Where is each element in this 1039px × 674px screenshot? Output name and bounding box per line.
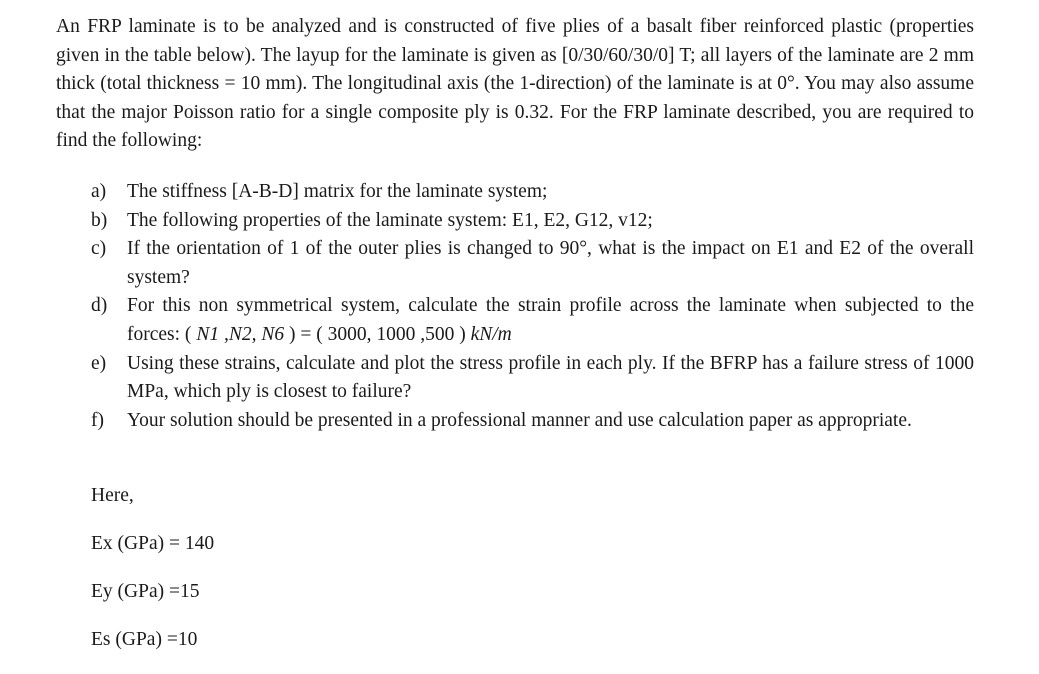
question-c <box>91 235 974 292</box>
question-a <box>91 178 974 207</box>
question-text-lead: For this non symmetrical system, calculate the strain profile across the laminate when subjected to the forces: ( <box>127 295 974 345</box>
question-marker: b) <box>91 209 108 231</box>
question-marker: e) <box>91 352 107 374</box>
question-text: Your solution should be presented in a professional manner and use calculation paper as appropriate. <box>127 409 912 431</box>
force-unit: kN/m <box>470 323 512 345</box>
ex-value: Ex (GPa) = 140 <box>91 533 215 554</box>
question-e <box>91 350 974 407</box>
question-marker: c) <box>91 238 107 260</box>
question-text: Using these strains, calculate and plot the stress profile in each ply. If the BFRP has a failure stress of 1000 MPa, which ply is closest to failure? <box>127 352 974 403</box>
question-b <box>91 207 974 236</box>
question-f <box>91 407 974 436</box>
question-text <box>127 295 974 345</box>
force-variables: N1 ,N2, N6 <box>196 323 285 345</box>
problem-intro: An FRP laminate is to be analyzed and is constructed of five plies of a basalt fiber reinforced plastic (properties given in the table below). The layup for the laminate is given as [0/30/60/30/0] T; all layers of the laminate are 2 mm thick (total thickness = 10 mm). The longitudinal axis (the 1-direction) of the laminate is at 0°. You may also assume that the major Poisson ratio for a single composite ply is 0.32. For the FRP laminate described, you are required to find the following: <box>56 16 974 152</box>
here-label: Here, <box>91 485 134 506</box>
question-text: If the orientation of 1 of the outer plies is changed to 90°, what is the impact on E1 and E2 of the overall system? <box>127 238 974 288</box>
force-values: ) = ( 3000, 1000 ,500 ) <box>284 323 471 345</box>
es-value: Es (GPa) =10 <box>91 629 198 650</box>
question-marker: a) <box>91 181 107 202</box>
question-list <box>91 178 974 435</box>
question-marker: f) <box>91 409 104 431</box>
question-marker: d) <box>91 295 108 317</box>
question-d <box>91 292 974 349</box>
question-text: The stiffness [A-B-D] matrix for the laminate system; <box>127 181 548 202</box>
ey-value: Ey (GPa) =15 <box>91 581 200 602</box>
given-values <box>91 482 214 674</box>
question-text: The following properties of the laminate system: E1, E2, G12, v12; <box>127 209 653 231</box>
